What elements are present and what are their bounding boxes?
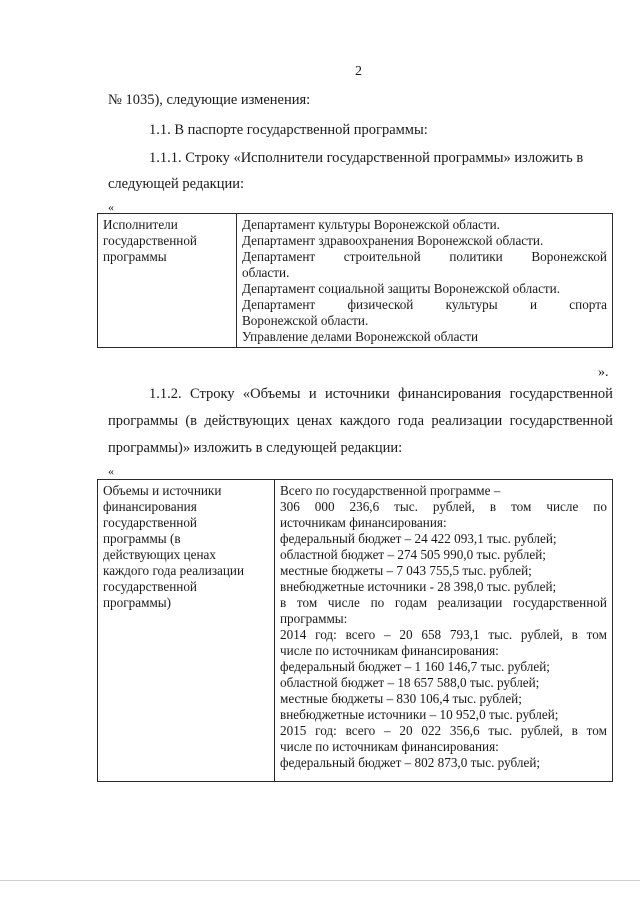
word: действующих bbox=[204, 413, 290, 429]
word: по bbox=[370, 595, 385, 610]
word: (в bbox=[185, 413, 198, 429]
word: годам bbox=[394, 595, 428, 610]
financing-line: областной бюджет – 18 657 588,0 тыс. рублей; bbox=[280, 675, 540, 690]
financing-line: внебюджетные источники - 28 398,0 тыс. рублей; bbox=[280, 579, 557, 594]
financing-label-cell bbox=[98, 480, 275, 782]
word: 658 bbox=[421, 627, 442, 642]
executor-line bbox=[242, 249, 607, 265]
word: финансирования bbox=[398, 386, 502, 402]
item-1-1-2-text2 bbox=[108, 413, 613, 430]
financing-label-line: финансирования bbox=[103, 499, 197, 514]
word: Департамент bbox=[242, 297, 316, 312]
executors-label-line: государственной bbox=[103, 233, 197, 248]
word: 022 bbox=[421, 723, 442, 738]
executor-line: Управление делами Воронежской области bbox=[242, 329, 479, 344]
word: 20 bbox=[399, 723, 413, 738]
word: государственной bbox=[512, 595, 607, 610]
financing-label-line: программы) bbox=[103, 595, 172, 610]
item-1-1-1-line2: следующей редакции: bbox=[108, 176, 245, 192]
open-quote-1: « bbox=[108, 200, 114, 214]
word: в bbox=[489, 499, 497, 514]
financing-line: внебюджетные источники – 10 952,0 тыс. рублей; bbox=[280, 707, 559, 722]
word: государственной bbox=[509, 413, 613, 429]
word: том bbox=[511, 499, 532, 514]
executor-line: Воронежской области. bbox=[242, 313, 369, 328]
executors-label-cell bbox=[98, 214, 237, 348]
word: 306 bbox=[280, 499, 300, 514]
financing-value-cell bbox=[275, 480, 613, 782]
word: Воронежской bbox=[531, 249, 607, 264]
financing-line: федеральный бюджет – 24 422 093,1 тыс. рублей; bbox=[280, 531, 557, 546]
word: 236,6 bbox=[349, 499, 380, 514]
item-1-1-2-line2 bbox=[108, 413, 613, 430]
word: год: bbox=[315, 627, 337, 642]
word: и bbox=[308, 386, 317, 402]
word: 20 bbox=[399, 627, 413, 642]
word: – bbox=[384, 627, 391, 642]
financing-line: числе по источникам финансирования: bbox=[280, 739, 499, 754]
financing-line bbox=[280, 499, 607, 515]
word: 356,6 bbox=[449, 723, 480, 738]
word: «Объемы bbox=[242, 386, 301, 402]
word: числе bbox=[546, 499, 579, 514]
financing-line bbox=[280, 595, 607, 611]
word: 2015 bbox=[280, 723, 307, 738]
item-1-1-1-line1: 1.1.1. Строку «Исполнители государственной программы» изложить в bbox=[149, 150, 584, 166]
financing-line: местные бюджеты – 830 106,4 тыс. рублей; bbox=[280, 691, 522, 706]
word: года bbox=[397, 413, 425, 429]
executor-line: Департамент социальной защиты Воронежской области. bbox=[242, 281, 561, 296]
word: всего bbox=[345, 627, 376, 642]
word: 793,1 bbox=[449, 627, 480, 642]
word: год: bbox=[315, 723, 337, 738]
financing-label-line: Объемы и источники bbox=[103, 483, 222, 498]
financing-line: федеральный бюджет – 1 160 146,7 тыс. рублей; bbox=[280, 659, 550, 674]
item-1-1-2-line3: программы)» изложить в следующей редакции: bbox=[108, 440, 403, 456]
bottom-scan-edge bbox=[0, 880, 640, 881]
word: том bbox=[296, 595, 318, 610]
word: том bbox=[586, 627, 607, 642]
word: государственной bbox=[509, 386, 613, 402]
intro-line: № 1035), следующие изменения: bbox=[108, 92, 311, 108]
executor-line: области. bbox=[242, 265, 290, 280]
item-1-1-2-line1 bbox=[149, 386, 613, 403]
word: тыс. bbox=[394, 499, 418, 514]
executors-value-cell bbox=[237, 214, 613, 348]
word: каждого bbox=[339, 413, 391, 429]
financing-line: числе по источникам финансирования: bbox=[280, 643, 499, 658]
financing-label-line: действующих ценах bbox=[103, 547, 216, 562]
financing-line: программы: bbox=[280, 611, 348, 626]
word: рублей, bbox=[520, 723, 563, 738]
word: в bbox=[571, 723, 578, 738]
word: физической bbox=[347, 297, 414, 312]
open-quote-2: « bbox=[108, 464, 114, 478]
word: 000 bbox=[314, 499, 335, 514]
financing-line: источникам финансирования: bbox=[280, 515, 447, 530]
word: в bbox=[571, 627, 578, 642]
word: всего bbox=[345, 723, 376, 738]
word: ценах bbox=[296, 413, 333, 429]
word: строительной bbox=[343, 249, 421, 264]
executor-line bbox=[242, 297, 607, 313]
item-1-1: 1.1. В паспорте государственной программы: bbox=[149, 122, 428, 138]
financing-line bbox=[280, 627, 607, 643]
word: и bbox=[529, 297, 537, 312]
financing-label-line: программы (в bbox=[103, 531, 181, 546]
financing-line: местные бюджеты – 7 043 755,5 тыс. рублей; bbox=[280, 563, 532, 578]
financing-line: федеральный бюджет – 802 873,0 тыс. рублей; bbox=[280, 755, 541, 770]
item-1-1-2-text1 bbox=[149, 386, 613, 403]
word: в bbox=[280, 595, 287, 610]
financing-line: Всего по государственной программе – bbox=[280, 483, 501, 498]
word: спорта bbox=[569, 297, 607, 312]
word: – bbox=[384, 723, 391, 738]
word: реализации bbox=[431, 413, 503, 429]
executors-label-line: программы bbox=[103, 249, 167, 264]
word: рублей, bbox=[432, 499, 475, 514]
executors-label-line: Исполнители bbox=[103, 217, 178, 232]
page-number: 2 bbox=[355, 64, 362, 79]
word: рублей, bbox=[520, 627, 563, 642]
word: Строку bbox=[189, 386, 235, 402]
word: 2014 bbox=[280, 627, 307, 642]
word: Департамент bbox=[242, 249, 316, 264]
financing-label-line: каждого года реализации bbox=[103, 563, 245, 578]
financing-table bbox=[97, 479, 613, 782]
word: по bbox=[593, 499, 607, 514]
financing-line: областной бюджет – 274 505 990,0 тыс. рублей; bbox=[280, 547, 546, 562]
word: тыс. bbox=[488, 723, 513, 738]
word: программы bbox=[108, 413, 178, 429]
word: политики bbox=[449, 249, 503, 264]
word: тыс. bbox=[488, 627, 513, 642]
word: культуры bbox=[445, 297, 498, 312]
executor-line: Департамент культуры Воронежской области. bbox=[242, 217, 500, 232]
word: том bbox=[586, 723, 607, 738]
word: 1.1.2. bbox=[149, 386, 182, 402]
financing-line bbox=[280, 723, 607, 739]
executor-line: Департамент здравоохранения Воронежской области. bbox=[242, 233, 544, 248]
word: числе bbox=[327, 595, 360, 610]
executors-table bbox=[97, 213, 613, 348]
close-quote-1: ». bbox=[598, 365, 609, 380]
financing-label-line: государственной bbox=[103, 515, 197, 530]
word: реализации bbox=[437, 595, 503, 610]
financing-label-line: государственной bbox=[103, 579, 197, 594]
word: источники bbox=[324, 386, 390, 402]
